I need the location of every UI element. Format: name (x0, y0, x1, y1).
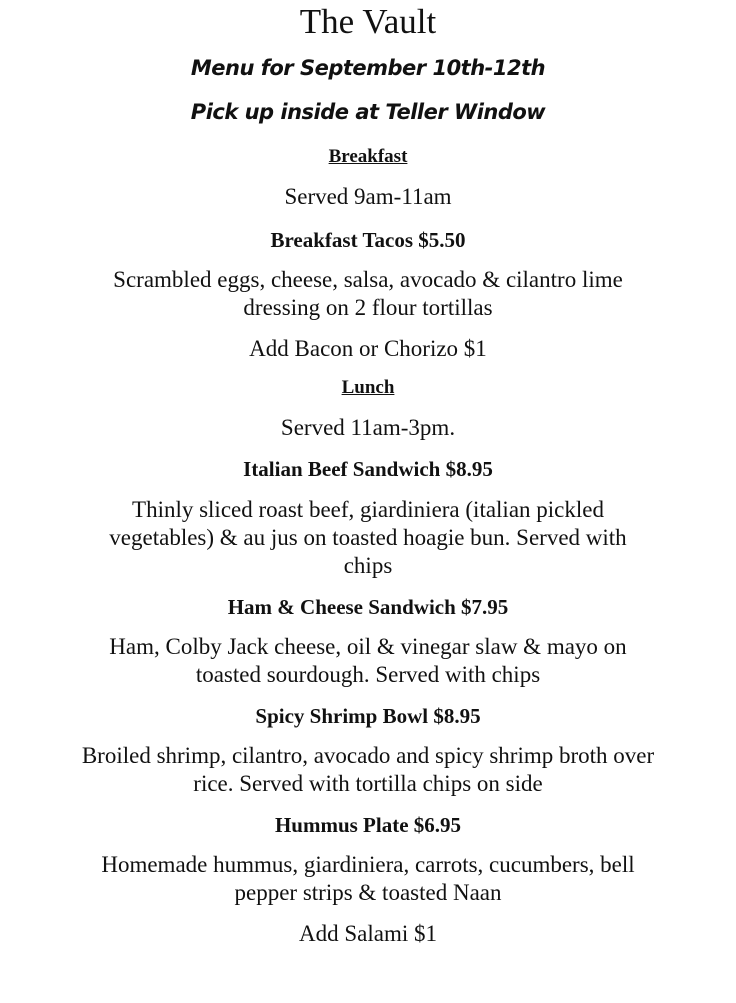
menu-item-addon-breakfast-tacos: Add Bacon or Chorizo $1 (249, 336, 487, 361)
menu-item-title-spicy-shrimp: Spicy Shrimp Bowl $8.95 (255, 704, 481, 728)
menu-dates: Menu for September 10th-12th (190, 56, 546, 80)
page-title: The Vault (299, 2, 437, 41)
lunch-heading: Lunch (341, 377, 395, 398)
menu-item-title-hummus-plate: Hummus Plate $6.95 (274, 813, 462, 837)
menu-item-description-spicy-shrimp: Broiled shrimp, cilantro, avocado and spicy shrimp broth over rice. Served with tortilla chips on side (81, 743, 655, 796)
menu-item-description-hummus-plate: Homemade hummus, giardiniera, carrots, cucumbers, bell pepper strips & toasted Naan (101, 852, 635, 905)
breakfast-heading: Breakfast (328, 146, 408, 167)
menu-item-title-ham-cheese: Ham & Cheese Sandwich $7.95 (227, 595, 509, 619)
menu-item-description-breakfast-tacos: Scrambled eggs, cheese, salsa, avocado & cilantro lime dressing on 2 flour tortillas (113, 267, 623, 320)
menu-item-description-ham-cheese: Ham, Colby Jack cheese, oil & vinegar slaw & mayo on toasted sourdough. Served with chips (109, 634, 627, 687)
breakfast-hours: Served 9am-11am (284, 184, 452, 209)
menu-item-addon-hummus-plate: Add Salami $1 (299, 921, 437, 946)
menu-item-title-breakfast-tacos: Breakfast Tacos $5.50 (270, 228, 466, 252)
menu-item-title-italian-beef: Italian Beef Sandwich $8.95 (243, 457, 493, 481)
pickup-note: Pick up inside at Teller Window (190, 100, 546, 124)
lunch-hours: Served 11am-3pm. (280, 415, 456, 440)
menu-item-description-italian-beef: Thinly sliced roast beef, giardiniera (italian pickled vegetables) & au jus on toasted hoagie bun. Served with chips (109, 497, 627, 578)
